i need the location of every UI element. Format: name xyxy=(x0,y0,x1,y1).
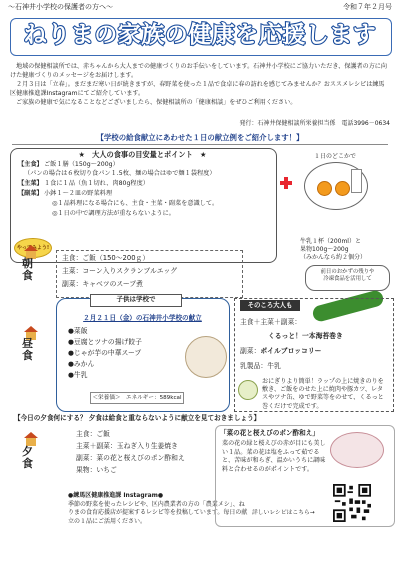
house-icon xyxy=(24,432,38,446)
adult-row xyxy=(240,318,301,327)
meal-key: 果物： xyxy=(76,466,97,474)
meal-key: 副菜： xyxy=(76,454,97,462)
guideline-row xyxy=(18,161,119,169)
guideline-text: １食に１品（魚１切れ、肉80g程度） xyxy=(44,180,149,187)
audience-line: 〜石神井小学校の保護者の方へ〜 xyxy=(8,3,113,11)
milk-line: 牛乳１杯（200ml）と xyxy=(300,238,361,245)
meal-item: 菜の花と桜えびのポン酢和え xyxy=(96,454,185,462)
meal-key: 副菜： xyxy=(240,347,261,355)
guideline-key: 【副菜】 xyxy=(18,190,43,197)
meal-key: 主食： xyxy=(62,254,83,262)
lunch-tray-illustration xyxy=(185,336,227,378)
milk-fruit-note xyxy=(300,238,395,262)
intro-paragraph: 地域の保健相談所では、赤ちゃんから大人までの健康づくりのお手伝いをしています。石神井小学校にご協力いただき、保護者の方に向けた健康づくりのメッセージをお届けします。 xyxy=(10,63,387,80)
guideline-row xyxy=(52,210,175,218)
instagram-title: ●練馬区健康推進課 Instagram● xyxy=(68,492,164,499)
milk-carton-icon xyxy=(351,169,362,193)
recipe-title: 「菜の花と桜えびのポン酢和え」 xyxy=(220,429,319,437)
lunch-item: ●菜飯 xyxy=(68,327,88,335)
milk-line: 果物100g〜200g xyxy=(300,245,349,253)
fruit-label: １日のどこかで xyxy=(313,153,356,160)
adult-note: おにぎりより簡単！ラップの上に焼きのりを敷き、ご飯をのせた上に焼肉や豚カツ、レタスやツナ缶、ゆで野菜等をのせて、くるっと巻くだけで完成です。 xyxy=(262,378,384,410)
recipe-link[interactable]: 詳しいレシピはこちら→ xyxy=(252,510,315,516)
dish-illustration xyxy=(330,432,384,468)
milk-line: （みかんなら約２個分） xyxy=(300,253,367,261)
guideline-text: ◎１日の中で調理方法が重ならないように。 xyxy=(52,210,175,217)
guideline-row xyxy=(52,200,218,208)
tip-bubble: 前日のおかずの残りや 冷凍食品を活用して xyxy=(305,265,390,291)
dinner-row xyxy=(76,430,110,439)
plus-icon xyxy=(280,177,292,189)
meal-item: ボイルブロッコリー xyxy=(260,347,322,355)
meal-key: 主菜： xyxy=(62,267,83,275)
meal-item: コーン入りスクランブルエッグ xyxy=(82,267,178,275)
meal-key: 主食＋主菜＋副菜： xyxy=(240,318,302,326)
page-title: ねりまの家族の健康を応援します xyxy=(23,22,377,48)
lunch-label: 昼 食 xyxy=(22,337,33,363)
guideline-title: ★ 大人の食事の目安量とポイント ★ xyxy=(78,150,207,159)
meal-item: 玉ねぎ入り生姜焼き xyxy=(116,442,178,450)
guideline-row xyxy=(24,170,216,178)
guideline-row xyxy=(18,180,149,188)
meal-item: いちご xyxy=(96,466,117,474)
nutrition-value: ＜栄養価＞ エネルギー：589kcal xyxy=(90,392,184,404)
try-it-badge: やってみよう! xyxy=(14,238,52,258)
breakfast-row xyxy=(62,267,177,276)
dinner-question: 【今日の夕食何にする？ 夕食は給食と重ならないように献立を見ておきましょう】 xyxy=(14,414,261,422)
orange-icon xyxy=(335,181,350,196)
dinner-row xyxy=(76,442,178,451)
breakfast-row xyxy=(62,254,149,263)
guideline-key: 【主菜】 xyxy=(18,180,43,187)
breakfast-row xyxy=(62,280,143,289)
meal-item: ご飯（150〜200ｇ） xyxy=(82,254,150,262)
lunch-item: ●じゃが芋の中華スープ xyxy=(68,349,142,357)
intro-paragraph: ご家族の健康で気になることなどございましたら、保健相談所の「健康相談」をぜひご利用ください。 xyxy=(16,99,297,107)
guideline-text: ◎１品料理になる場合にも、主食・主菜・副菜を意識して。 xyxy=(52,200,219,207)
adult-row xyxy=(240,362,281,371)
guideline-text: （パンの場合は６枚切り食パン１.5枚、麺の場合はゆで麺１袋程度） xyxy=(24,170,216,177)
publisher-line: 発行：石神井保健相談所栄養担当係 電話3996－0634 xyxy=(239,120,390,127)
meal-item: 牛乳 xyxy=(267,362,281,370)
intro-paragraph: ２月３日は「立春」。まだまだ寒い日が続きますが、春野菜を使った１品で食卓に春の訪れを感じてみませんか？おススメレシピは練馬区健康推進課Instagramにてご紹介しています。 xyxy=(10,81,385,98)
guideline-text: 小鉢１〜２皿の野菜料理 xyxy=(44,190,113,197)
lunch-item: ●豆腐とツナの揚げ餃子 xyxy=(68,338,142,346)
meal-item: ご飯 xyxy=(96,430,110,438)
issue-date: 令和７年２月号 xyxy=(343,3,392,11)
fruit-illustration xyxy=(304,162,368,210)
dinner-label: 夕 食 xyxy=(22,445,33,471)
section-banner: 【学校の給食献立にあわせた１日の献立例をご紹介します！】 xyxy=(96,133,304,142)
qr-code-icon[interactable] xyxy=(333,484,371,522)
guideline-key: 【主食】 xyxy=(18,161,43,168)
orange-icon xyxy=(317,181,332,196)
meal-item: くるっと！一本海苔巻き xyxy=(268,332,343,340)
breakfast-label: 朝 食 xyxy=(22,257,33,283)
dinner-row xyxy=(76,466,117,475)
guideline-row xyxy=(18,190,112,198)
adult-tag: そのころ大人も xyxy=(240,300,300,311)
meal-key: 主菜＋副菜： xyxy=(76,442,117,450)
dinner-row xyxy=(76,454,185,463)
lunch-item: ●みかん xyxy=(68,360,95,368)
meal-key: 副菜： xyxy=(62,280,83,288)
lunch-tag: 子供は学校で xyxy=(90,294,182,307)
lunch-date: ２月２１日（金）の石神井小学校の献立 xyxy=(83,314,202,322)
adult-row xyxy=(268,332,343,341)
meal-item: キャベツのスープ煮 xyxy=(82,280,143,288)
recipe-text: 菜の花の緑と桜えびの赤が目にも美しい１品。菜の花は塩をふって茹でると、苦味が和らぎ、温かいうちに調味料と合わせるのがポイントです。 xyxy=(222,440,326,473)
instagram-text: 季節の野菜を使ったレシピや、区内農業者の方の「農業メシ」、ねりまの食育応援店が提案するレシピ等を投稿しています。毎日の献立の１品にご活用ください。 xyxy=(68,500,248,525)
lunch-item: ●牛乳 xyxy=(68,371,88,379)
meal-key: 乳製品： xyxy=(240,362,268,370)
roll-slice-illustration xyxy=(238,380,258,400)
guideline-text: ご飯１膳（150g〜200g） xyxy=(44,161,119,168)
meal-key: 主食： xyxy=(76,430,97,438)
intro-text xyxy=(10,62,390,107)
adult-row xyxy=(240,347,321,356)
